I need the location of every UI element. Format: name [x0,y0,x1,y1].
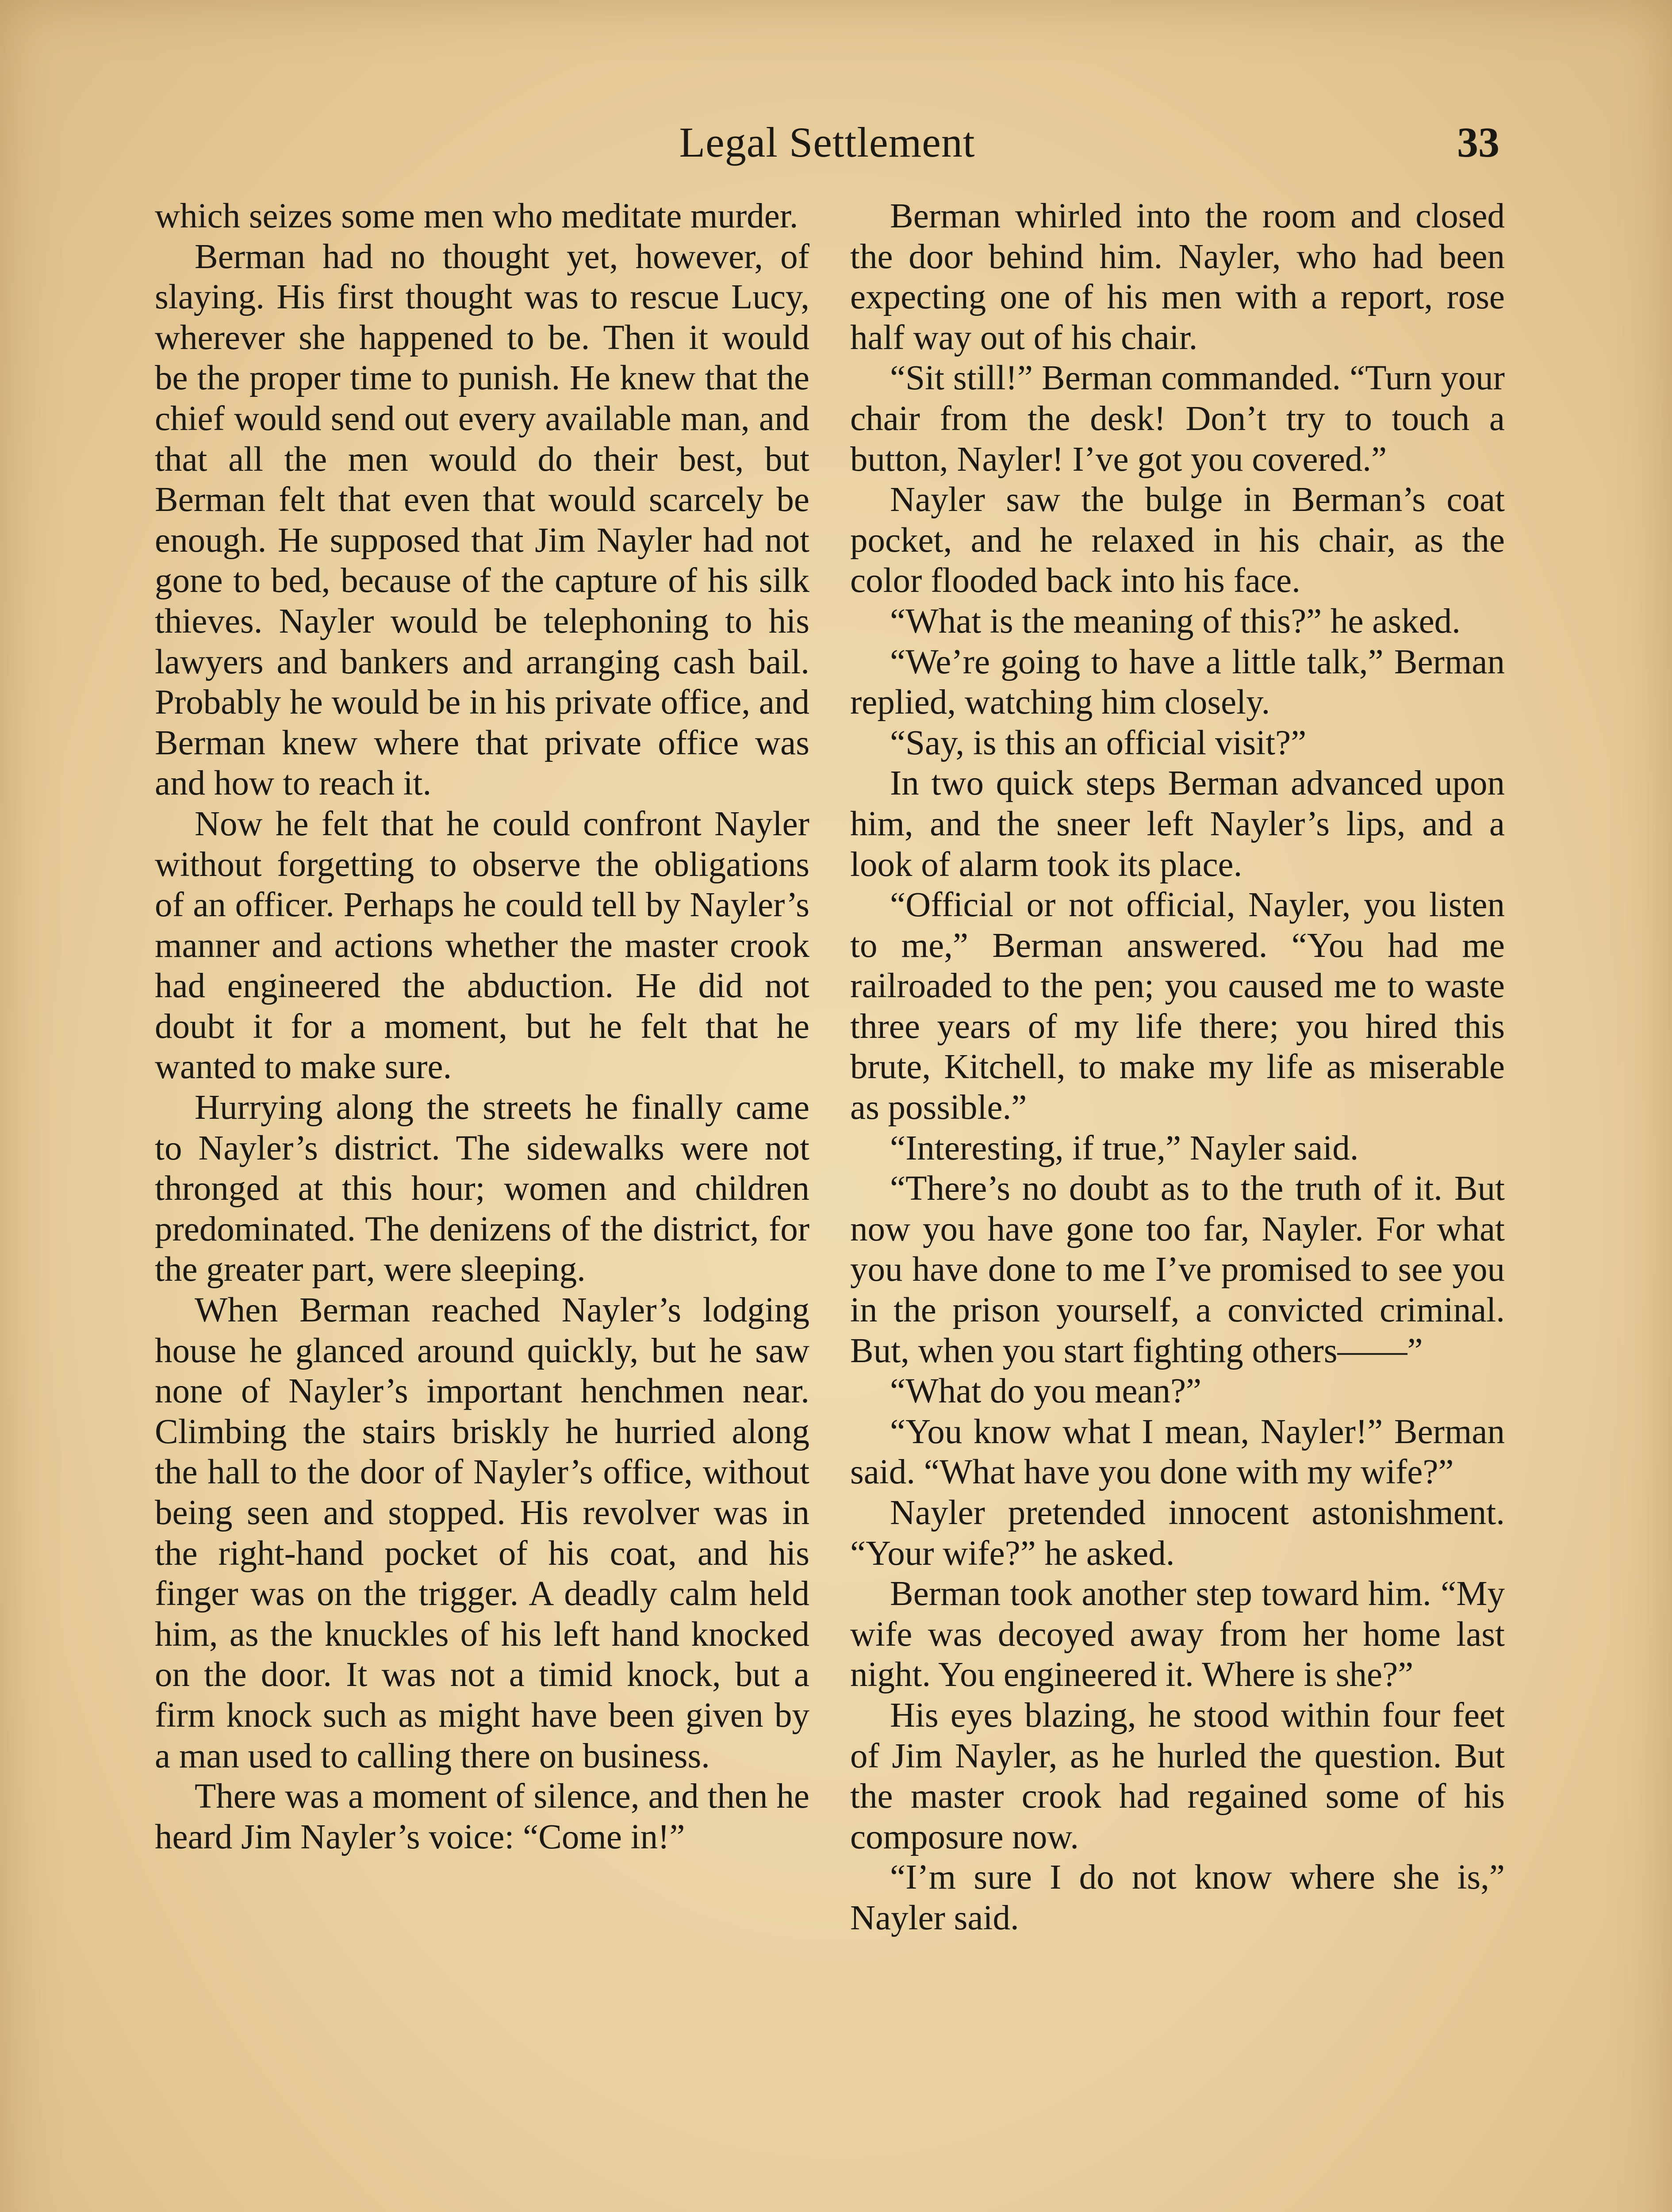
paragraph: “Say, is this an official visit?” [890,723,1307,762]
running-title: Legal Settlement [679,119,975,166]
paragraph: Nayler saw the bulge in Berman’s coat pocket, and he relaxed in his chair, as the color flooded back into his face. [850,480,1505,600]
paragraph: His eyes blazing, he stood within four feet of Jim Nayler, as he hurled the question. But the master crook had regained some of his composure now. [850,1696,1505,1856]
paragraph: Berman took another step toward him. “My wife was decoyed away from her home last night. You engineered it. Where is she?” [850,1575,1505,1694]
paragraph: “What do you mean?” [890,1372,1202,1411]
paragraph: “Sit still!” Berman commanded. “Turn your chair from the desk! Don’t try to touch a button, Nayler! I’ve got you covered.” [850,359,1505,479]
paragraph: Berman had no thought yet, however, of slaying. His first thought was to rescue Lucy, wherever she happened to be. Then it would be the proper time to punish. He knew that the chief would send out every available man, and that all the men would do their best, but Berman felt that even that would scarcely be enough. He supposed that Jim Nayler had not gone to bed, because of the capture of his silk thieves. Nayler would be telephoning to his lawyers and bankers and arranging cash bail. Probably he would be in his private office, and Berman knew where that private office was and how to reach it. [155,237,809,803]
paragraph: There was a moment of silence, and then he heard Jim Nayler’s voice: “Come in!” [155,1777,809,1856]
paragraph: “We’re going to have a little talk,” Berman replied, watching him closely. [850,642,1505,722]
paragraph: “What is the meaning of this?” he asked. [890,602,1461,641]
paragraph: Hurrying along the streets he finally came to Nayler’s district. The sidewalks were not thronged at this hour; women and children predominated. The denizens of the district, for the greater part, were sleeping. [155,1088,809,1289]
paragraph: When Berman reached Nayler’s lodging house he glanced around quickly, but he saw none of Nayler’s important henchmen near. Climbing the stairs briskly he hurried along the hall to the door of Nayler’s office, without being seen and stopped. His revolver was in the right-hand pocket of his coat, and his finger was on the trigger. A deadly calm held him, as the knuckles of his left hand knocked on the door. It was not a timid knock, but a firm knock such as might have been given by a man used to calling there on business. [155,1291,809,1775]
paragraph: Berman whirled into the room and closed the door behind him. Nayler, who had been expecting one of his men with a report, rose half way out of his chair. [850,197,1505,357]
paragraph: Now he felt that he could confront Nayler without forgetting to observe the obligations of an officer. Perhaps he could tell by Nayler’s manner and actions whether the master crook had engineered the abduction. He did not doubt it for a moment, but he felt that he wanted to make sure. [155,804,809,1087]
paragraph: which seizes some men who meditate murder. [155,197,798,235]
paragraph: Nayler pretended innocent astonishment. “Your wife?” he asked. [850,1494,1505,1573]
page-header [155,116,1499,169]
paragraph: “You know what I mean, Nayler!” Berman said. “What have you done with my wife?” [850,1412,1505,1492]
paragraph: “There’s no doubt as to the truth of it. But now you have gone too far, Nayler. For what you have done to me I’ve promised to see you in the prison yourself, a convicted criminal. But, when you start fighting others——” [850,1169,1505,1370]
paragraph: “Official or not official, Nayler, you listen to me,” Berman answered. “You had me railroaded to the pen; you caused me to waste three years of my life there; you hired this brute, Kitchell, to make my life as miserable as possible.” [850,886,1505,1127]
right-column [850,196,1505,1939]
paragraph: “Interesting, if true,” Nayler said. [890,1129,1359,1167]
paragraph: “I’m sure I do not know where she is,” Nayler said. [850,1858,1505,1937]
paragraph: In two quick steps Berman advanced upon him, and the sneer left Nayler’s lips, and a look of alarm took its place. [850,764,1505,884]
page-number: 33 [1457,119,1499,166]
left-column [155,196,809,1857]
